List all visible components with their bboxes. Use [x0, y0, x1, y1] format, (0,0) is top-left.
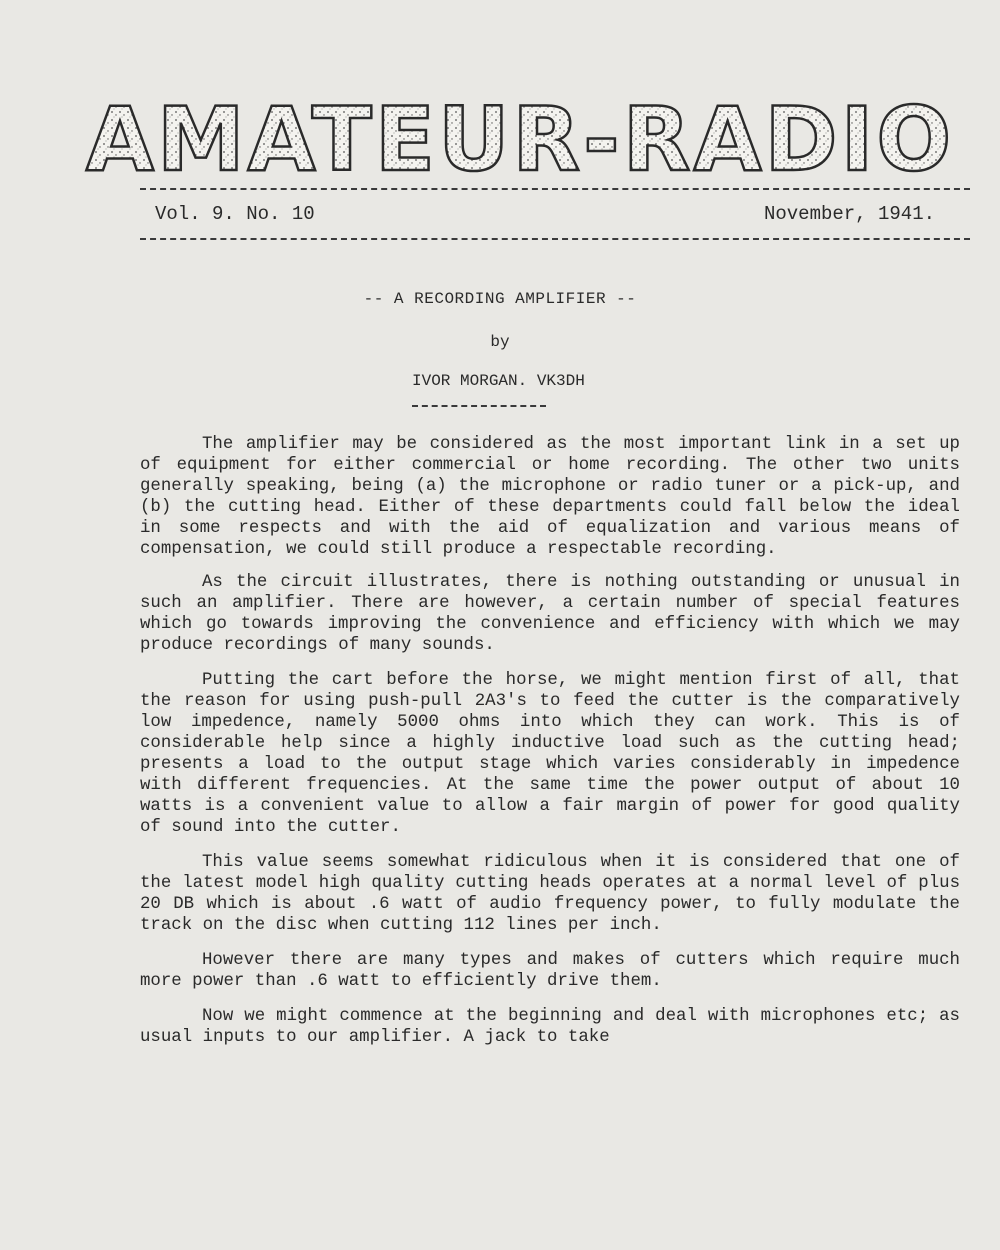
paragraph: Putting the cart before the horse, we might mention first of all, that the reason for using push-pull 2A3's to feed the cutter is the comparatively low impedence, namely 5000 ohms into which they can work. This is of considerable help since a highly inductive load such as the cutting head; presents a load to the output stage which varies considerably in impedence with different frequencies. At the same time the power output of about 10 watts is a convenient value to allow a fair margin of power for good quality of sound into the cutter. [140, 671, 960, 837]
header-divider-bottom [140, 238, 970, 240]
author-name: IVOR MORGAN. VK3DH [412, 372, 585, 390]
byline: by [490, 333, 510, 351]
masthead-logo [85, 78, 955, 191]
issue-volume: Vol. 9. No. 10 [155, 203, 315, 225]
paragraph: Now we might commence at the beginning and deal with microphones etc; as usual inputs to our amplifier. A jack to take [140, 1007, 960, 1047]
masthead-title: AMATEUR-RADIO [85, 88, 955, 191]
masthead [85, 78, 955, 191]
paragraph: This value seems somewhat ridiculous when it is considered that one of the latest model high quality cutting heads operates at a normal level of plus 20 DB which is about .6 watt of audio frequency power, to fully modulate the track on the disc when cutting 112 lines per inch. [140, 853, 960, 935]
paragraph: The amplifier may be considered as the most important link in a set up of equipment for either commercial or home recording. The other two units generally speaking, being (a) the microphone or radio tuner or a pick-up, and (b) the cutting head. Either of these departments could fall below the ideal in some respects and with the aid of equalization and various means of compensation, we could still produce a respectable recording. [140, 435, 960, 559]
issue-line [155, 203, 935, 225]
paragraph: However there are many types and makes of cutters which require much more power than .6 watt to efficiently drive them. [140, 951, 960, 991]
article-body [140, 434, 960, 1062]
author-underline [412, 405, 546, 407]
issue-date: November, 1941. [763, 203, 935, 225]
paragraph: As the circuit illustrates, there is nothing outstanding or unusual in such an amplifier. There are however, a certain number of special features which go towards improving the convenience and efficiency with which we may produce recordings of many sounds. [140, 573, 960, 655]
article-title: -- A RECORDING AMPLIFIER -- [363, 290, 637, 308]
header-divider-top [140, 188, 970, 190]
